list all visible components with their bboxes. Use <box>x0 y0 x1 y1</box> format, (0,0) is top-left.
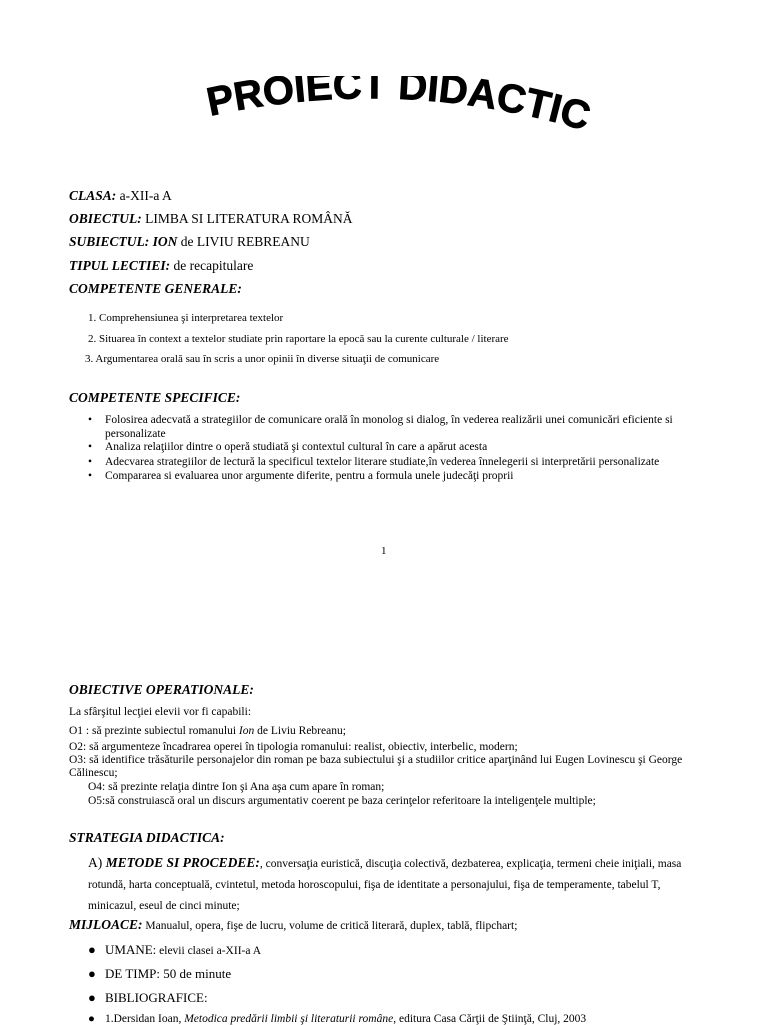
field-tipul-lectiei <box>69 258 253 274</box>
field-value: de recapitulare <box>170 258 254 273</box>
heading-strategia-didactica: STRATEGIA DIDACTICA: <box>69 830 225 845</box>
field-label: CLASA: <box>69 188 117 203</box>
bullet-icon: • <box>88 441 93 453</box>
field-label: SUBIECTUL: ION <box>69 234 178 249</box>
resurse-timp: ● DE TIMP: 50 de minute <box>88 966 232 981</box>
competenta-generala-2: 2. Situarea în context a textelor studiate prin raportare la epocă sau la curente culturale / literare <box>88 333 509 345</box>
resurse-bibliografice: ● BIBLIOGRAFICE: <box>88 990 208 1005</box>
bibliografie-item-1: ● 1.Dersidan Ioan, Metodica predării limbii şi literaturii române, editura Casa Cărţii de Ştiinţă, Cluj, 2003 <box>88 1013 587 1025</box>
field-clasa <box>69 188 172 204</box>
list-item: Adecvarea strategiilor de lectură la specificul textelor literare studiate,în vederea înnelegerii si interpretării personalizate <box>105 456 660 468</box>
bullet-icon: • <box>88 470 93 482</box>
page-number: 1 <box>381 545 387 557</box>
title-wordart <box>205 76 595 146</box>
field-label: TIPUL LECTIEI: <box>69 258 171 273</box>
metode-si-procedee: A) METODE SI PROCEDEE:, conversaţia euristică, discuţia colectivă, dezbaterea, explicaţia, termeni cheie iniţiali, masa rotundă, harta conceptuală, cvintetul, metoda horoscopului, fişa de identitate a personajului, fişa de temperamente, tabelul T, minicazul, eseul de cinci minute; <box>88 855 682 912</box>
bullet-icon: ● <box>88 1013 95 1025</box>
metode-label: METODE SI PROCEDEE: <box>105 855 260 870</box>
metode-text: , conversaţia euristică, discuţia colectivă, dezbaterea, explicaţia, termeni cheie iniţiali, masa rotundă, harta conceptuală, cvintetul, metoda horoscopului, fişa de identitate a personajului, fişa de temperamente, tabelul T, minicazul, eseul de cinci minute; <box>88 858 682 912</box>
bullet-icon: • <box>88 414 93 426</box>
title-text: PROIECT DIDACTIC <box>205 76 595 140</box>
list-item: Compararea si evaluarea unor argumente diferite, pentru a formula unele judecăţi proprii <box>105 470 514 482</box>
bullet-icon: ● <box>88 942 96 957</box>
field-obiectul <box>69 211 353 227</box>
field-value: a-XII-a A <box>116 188 172 203</box>
field-subiectul <box>69 234 310 250</box>
obiectiv-o2: O2: să argumenteze încadrarea operei în tipologia romanului: realist, obiectiv, interbelic, modern; <box>69 741 518 753</box>
heading-competente-generale: COMPETENTE GENERALE: <box>69 281 242 296</box>
obiectiv-o1: O1 : să prezinte subiectul romanului Ion de Liviu Rebreanu; <box>69 725 346 737</box>
mijloace <box>69 917 517 933</box>
obiectiv-o5: O5:să construiască oral un discurs argumentativ coerent pe baza cerinţelor referitoare la inteligenţele multiple; <box>88 795 596 807</box>
bullet-icon: ● <box>88 990 96 1005</box>
mijloace-text: Manualul, opera, fişe de lucru, volume de critică literară, duplex, tablă, flipchart; <box>142 920 518 932</box>
field-value: de LIVIU REBREANU <box>177 234 310 249</box>
mijloace-label: MIJLOACE: <box>69 917 143 932</box>
document-title <box>205 76 595 146</box>
heading-competente-specifice: COMPETENTE SPECIFICE: <box>69 390 241 405</box>
obiective-intro: La sfârşitul lecţiei elevii vor fi capabili: <box>69 706 252 718</box>
obiectiv-o3: O3: să identifice trăsăturile personajelor din roman pe baza subiectului şi a studiilor critice aparţinând lui Eugen Lovinescu şi George Călinescu; <box>69 754 683 779</box>
bullet-icon: • <box>88 456 93 468</box>
list-item: Analiza relaţiilor dintre o operă studiată şi contextul cultural în care a apărut acesta <box>105 441 488 453</box>
list-item: Folosirea adecvată a strategiilor de comunicare orală în monolog si dialog, în vederea realizării unei comunicări eficiente si personalizate <box>105 414 673 440</box>
field-value: LIMBA SI LITERATURA ROMÂNĂ <box>141 211 353 226</box>
competenta-generala-3: 3. Argumentarea orală sau în scris a unor opinii în diverse situaţii de comunicare <box>85 353 440 365</box>
competenta-generala-1: 1. Comprehensiunea şi interpretarea textelor <box>88 312 284 324</box>
field-label: OBIECTUL: <box>69 211 142 226</box>
resurse-umane: ● UMANE: elevii clasei a-XII-a A <box>88 942 262 957</box>
bullet-icon: ● <box>88 966 96 981</box>
obiectiv-o4: O4: să prezinte relaţia dintre Ion şi Ana aşa cum apare în roman; <box>88 781 385 793</box>
heading-obiective-operationale: OBIECTIVE OPERATIONALE: <box>69 682 254 697</box>
